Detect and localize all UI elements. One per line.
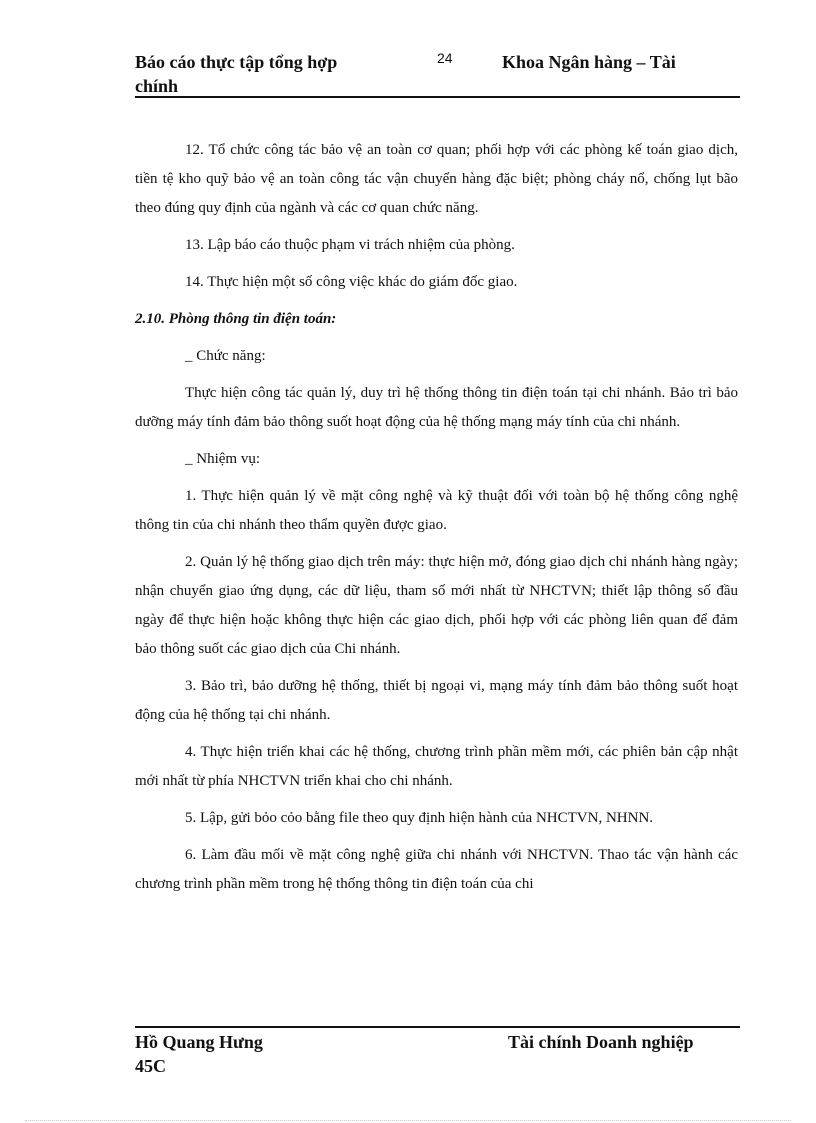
author-class: 45C: [135, 1056, 166, 1076]
author-name: Hồ Quang Hưng: [135, 1032, 263, 1052]
section-heading: 2.10. Phòng thông tin điện toán:: [135, 311, 337, 327]
footer-rule: [135, 1026, 740, 1028]
footer-major: Tài chính Doanh nghiệp: [508, 1032, 694, 1052]
header-title-line2: chính: [135, 76, 179, 96]
duty-1: 1. Thực hiện quản lý về mặt công nghệ và kỹ thuật đối với toàn bộ hệ thống công nghệ thông tin của chi nhánh theo thẩm quyền được giao.: [135, 488, 738, 533]
duty-2: 2. Quản lý hệ thống giao dịch trên máy: thực hiện mở, đóng giao dịch chi nhánh hàng ngày; nhận chuyển giao ứng dụng, các dữ liệu, tham số mới nhất từ NHCTVN; thiết lập thông số đầu ngày để thực hiện hoặc không thực hiện các giao dịch, phối hợp với các phòng liên quan để đảm bảo thông suốt các giao dịch của Chi nhánh.: [135, 554, 738, 657]
paragraph-14: 14. Thực hiện một số công việc khác do giám đốc giao.: [185, 274, 518, 290]
duty-3: 3. Bảo trì, bảo dưỡng hệ thống, thiết bị ngoại vi, mạng máy tính đảm bảo thông suốt hoạt động của hệ thống tại chi nhánh.: [135, 678, 738, 723]
header-title: [135, 50, 395, 98]
duty-6: 6. Làm đầu mối về mặt công nghệ giữa chi nhánh với NHCTVN. Thao tác vận hành các chương trình phần mềm trong hệ thống thông tin điện toán của chi: [135, 847, 738, 892]
paragraph-13: 13. Lập báo cáo thuộc phạm vi trách nhiệm của phòng.: [185, 237, 515, 253]
function-text: Thực hiện công tác quản lý, duy trì hệ thống thông tin điện toán tại chi nhánh. Bảo trì bảo dưỡng máy tính đảm bảo thông suốt hoạt động của hệ thống mạng máy tính của chi nhánh.: [135, 385, 738, 430]
footer-author: [135, 1030, 263, 1078]
duty-label: _ Nhiệm vụ:: [185, 451, 260, 467]
header-title-line1: Báo cáo thực tập tổng hợp: [135, 52, 338, 72]
header-department: Khoa Ngân hàng – Tài: [502, 52, 676, 72]
page-edge-divider: [25, 1120, 791, 1121]
page-number: 24: [437, 50, 453, 66]
duty-4: 4. Thực hiện triển khai các hệ thống, chương trình phần mềm mới, các phiên bản cập nhật mới nhất từ phía NHCTVN triển khai cho chi nhánh.: [135, 744, 738, 789]
document-body: [135, 136, 738, 899]
header-rule: [135, 96, 740, 98]
function-label: _ Chức năng:: [185, 348, 266, 364]
paragraph-12: 12. Tổ chức công tác bảo vệ an toàn cơ quan; phối hợp với các phòng kế toán giao dịch, tiền tệ kho quỹ bảo vệ an toàn công tác vận chuyển hàng đặc biệt; phòng cháy nổ, chống lụt bão theo đúng quy định của ngành và các cơ quan chức năng.: [135, 142, 738, 216]
duty-5: 5. Lập, gửi bỏo cỏo bằng file theo quy định hiện hành của NHCTVN, NHNN.: [185, 810, 654, 826]
